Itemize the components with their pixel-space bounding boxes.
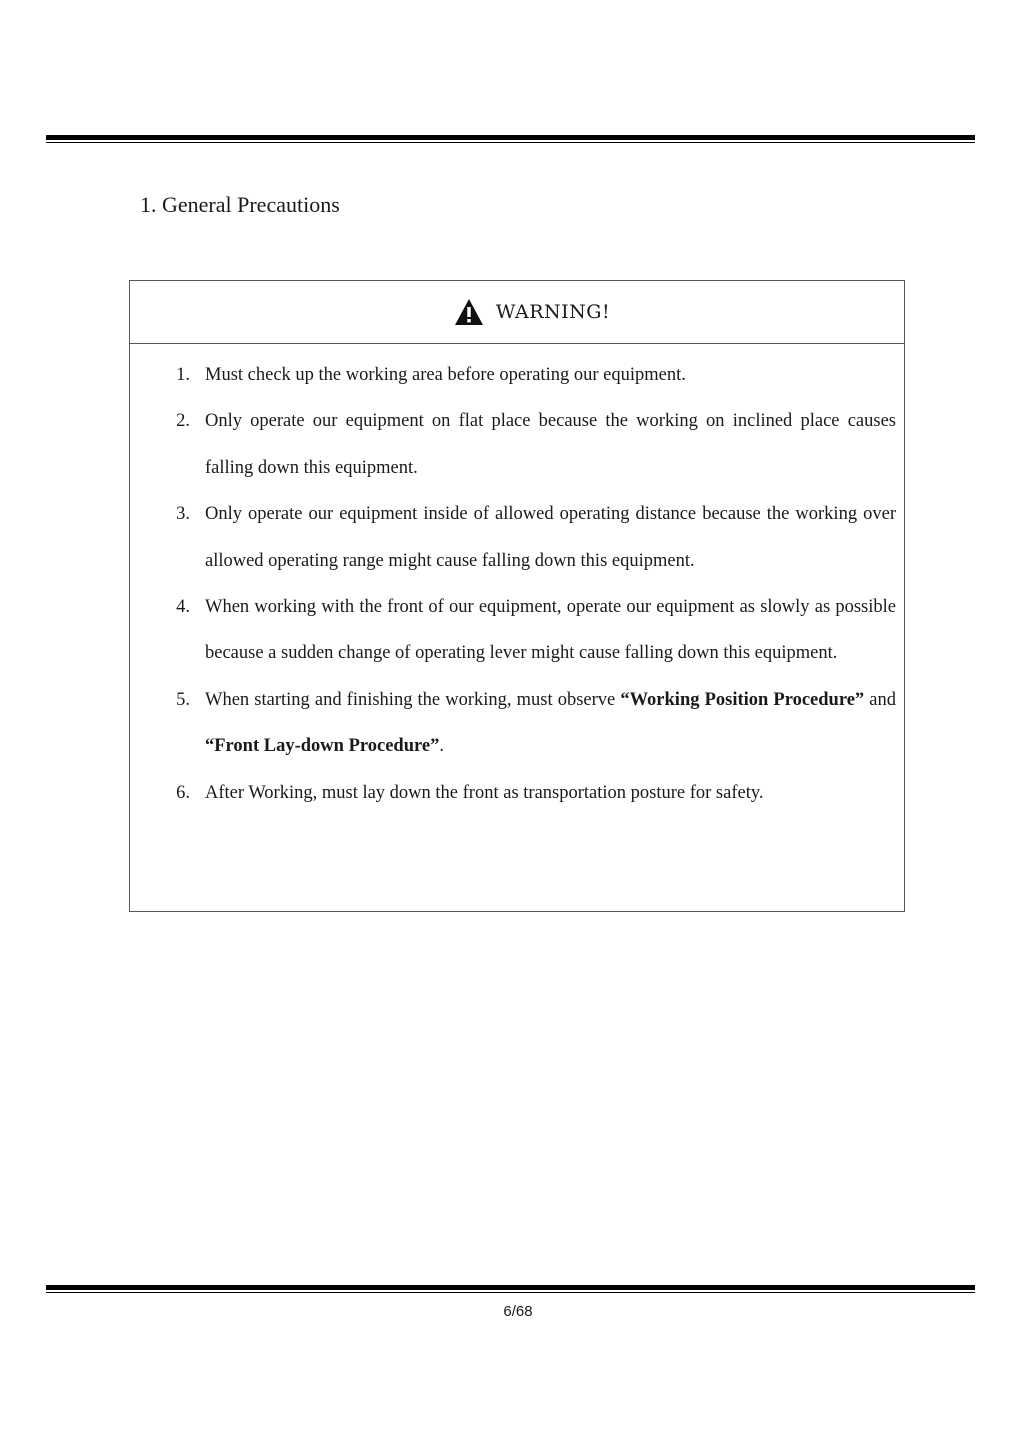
page-number: 6/68 (503, 1303, 533, 1320)
bottom-rule (46, 1285, 975, 1293)
item-text-part: and (864, 689, 896, 710)
item-text: When working with the front of our equipment, operate our equipment as slowly as possible because a sudden change of operating lever might cause falling down this equipment. (205, 597, 896, 664)
procedure-name-bold: “Working Position Procedure” (620, 689, 865, 710)
list-item (130, 677, 896, 770)
list-item (130, 398, 896, 491)
top-rule (46, 135, 975, 143)
procedure-name-bold: “Front Lay-down Procedure” (205, 736, 440, 757)
item-text: After Working, must lay down the front as transportation posture for safety. (205, 782, 764, 803)
item-text: Must check up the working area before operating our equipment. (205, 365, 686, 385)
item-text-part: . (439, 736, 444, 757)
warning-title: WARNING! (495, 301, 611, 323)
item-number: 2. (176, 411, 190, 432)
item-number: 6. (176, 782, 190, 803)
list-item (130, 491, 896, 584)
warning-triangle-icon (454, 298, 484, 326)
list-item (130, 584, 896, 677)
warning-list (130, 344, 904, 816)
item-text: Only operate our equipment inside of allowed operating distance because the working over allowed operating range might cause falling down this equipment. (205, 504, 896, 571)
list-item (130, 352, 896, 398)
item-number: 4. (176, 597, 190, 618)
list-item (130, 770, 896, 816)
item-text (205, 677, 896, 770)
warning-header (130, 281, 904, 344)
item-number: 3. (176, 504, 190, 525)
warning-box (129, 280, 905, 912)
item-text-part: When starting and finishing the working, must observe (205, 689, 621, 710)
item-number: 5. (176, 689, 190, 710)
item-text: Only operate our equipment on flat place because the working on inclined place causes falling down this equipment. (205, 411, 896, 478)
item-number: 1. (176, 365, 190, 385)
section-title: 1. General Precautions (140, 192, 340, 217)
